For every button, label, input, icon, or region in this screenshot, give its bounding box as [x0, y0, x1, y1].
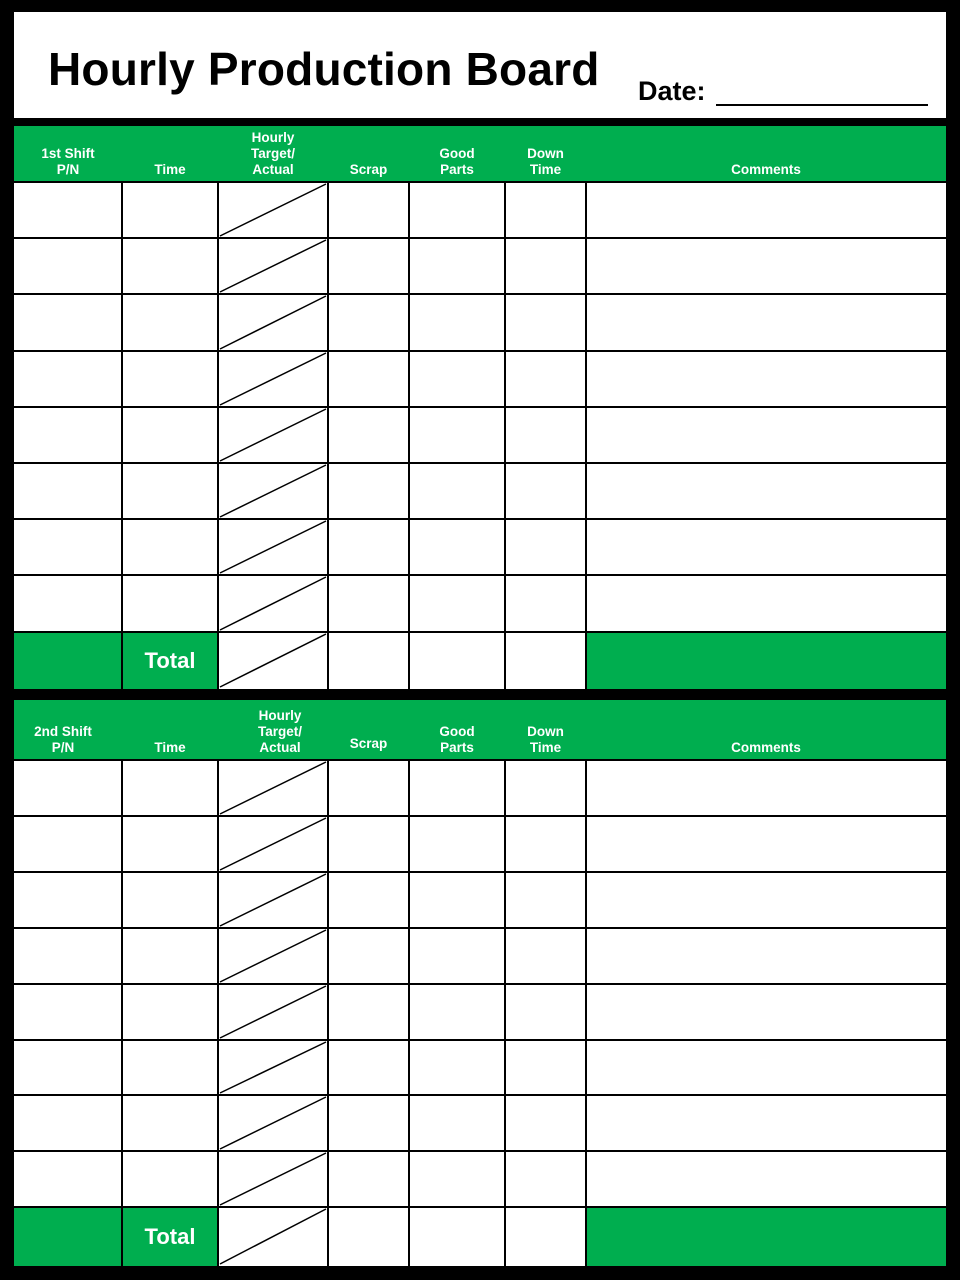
target-actual-slash	[220, 353, 326, 405]
date-label: Date:	[638, 76, 706, 106]
target-actual-slash	[220, 577, 326, 630]
header-target-actual: Hourly Target/ Actual	[257, 708, 302, 755]
header-target-actual: Hourly Target/ Actual	[250, 130, 295, 177]
target-actual-slash	[220, 634, 326, 687]
target-actual-slash	[220, 184, 326, 236]
target-actual-slash	[220, 240, 326, 292]
page-title: Hourly Production Board	[48, 43, 600, 95]
target-actual-slash	[220, 1153, 326, 1205]
first-shift-total-label: Total	[144, 647, 196, 673]
date-field-line[interactable]	[716, 104, 928, 106]
header-scrap: Scrap	[349, 162, 388, 177]
target-actual-slash	[220, 521, 326, 573]
target-actual-slash	[220, 409, 326, 461]
header-comments: Comments	[731, 162, 801, 177]
total-comments-green-block	[586, 1207, 946, 1266]
target-actual-slash	[220, 1097, 326, 1149]
header-part-number: 2nd Shift P/N	[34, 724, 92, 755]
target-actual-slash	[220, 762, 326, 814]
target-actual-slash	[220, 930, 326, 982]
target-actual-slash	[220, 296, 326, 349]
first-shift-table	[14, 126, 946, 689]
total-comments-green-block	[586, 632, 946, 689]
title-area	[14, 12, 946, 118]
header-down-time: Down Time	[527, 724, 564, 755]
first-shift-grid[interactable]	[14, 126, 946, 689]
second-shift-grid[interactable]	[14, 700, 946, 1266]
target-actual-slash	[220, 818, 326, 870]
second-shift-table	[14, 700, 946, 1266]
header-good-parts: Good Parts	[439, 146, 475, 177]
header-down-time: Down Time	[527, 146, 564, 177]
header-time: Time	[154, 162, 186, 177]
header-scrap: Scrap	[349, 736, 388, 751]
second-shift-total-label: Total	[144, 1223, 196, 1249]
target-actual-slash	[220, 986, 326, 1038]
target-actual-slash	[220, 465, 326, 517]
header-time: Time	[154, 740, 186, 755]
header-part-number: 1st Shift P/N	[41, 146, 95, 177]
target-actual-slash	[220, 1209, 326, 1264]
target-actual-slash	[220, 874, 326, 926]
target-actual-slash	[220, 1042, 326, 1093]
header-good-parts: Good Parts	[439, 724, 475, 755]
header-comments: Comments	[731, 740, 801, 755]
